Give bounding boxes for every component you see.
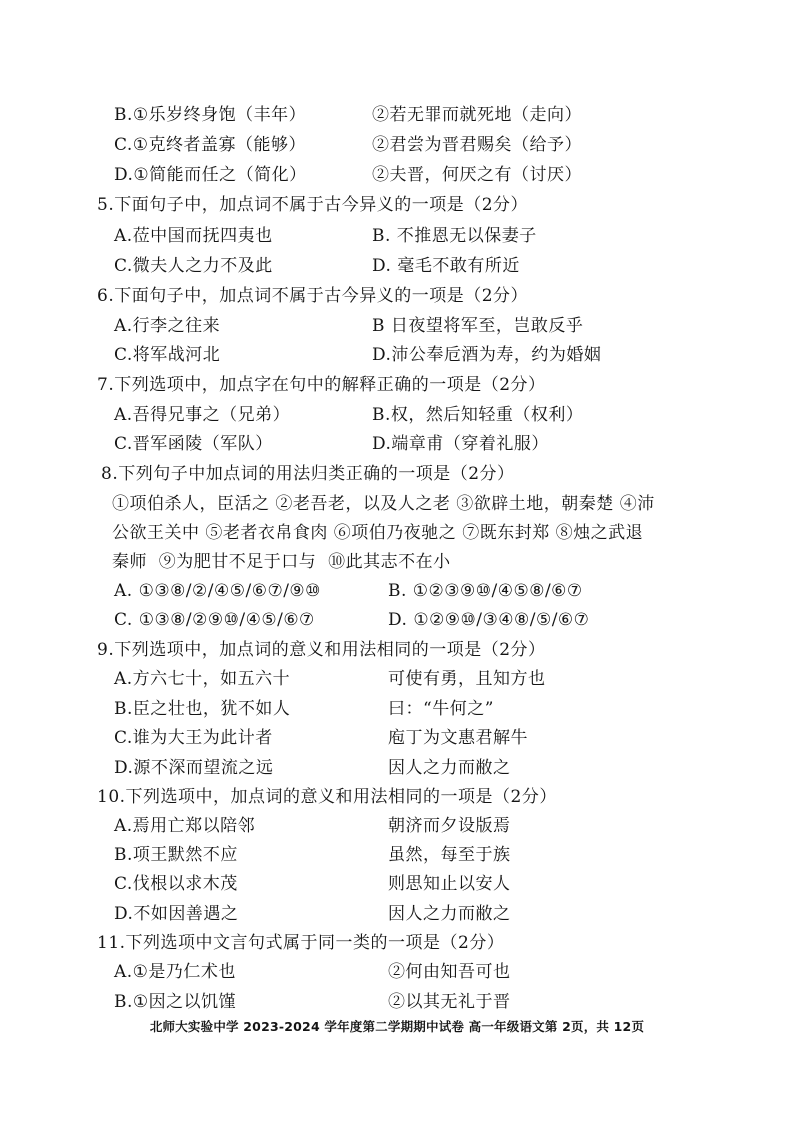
option-b: B. ①②③⑨⑩/④⑤⑧/⑥⑦ [388, 581, 583, 601]
option-a: A. ①③⑧/②/④⑤/⑥⑦/⑨⑩ [114, 581, 321, 601]
option-b: B. 不推恩无以保妻子 [372, 226, 537, 246]
option-a: A.行李之往来 [114, 316, 221, 336]
option-d-right: 因人之力而敝之 [388, 758, 511, 778]
option-d-left: D.源不深而望流之远 [114, 758, 274, 778]
option-b-right: ②以其无礼于晋 [388, 992, 511, 1012]
question-stem: 9.下列选项中，加点词的意义和用法相同的一项是（2分） [97, 640, 546, 660]
question-stem: 11.下列选项中文言句式属于同一类的一项是（2分） [97, 933, 505, 953]
page-footer: 北师大实验中学 2023-2024 学年度第二学期期中试卷 高一年级语文第 2页，共 12页 [149, 1019, 645, 1034]
option-b-right: 曰：“牛何之” [388, 699, 494, 719]
question-stem: 10.下列选项中，加点词的意义和用法相同的一项是（2分） [97, 787, 557, 807]
option-c: C.晋军函陵（军队） [114, 434, 273, 454]
option-d-left: D.不如因善遇之 [114, 904, 239, 924]
option-c-left: C.谁为大王为此计者 [114, 728, 273, 748]
option-c-left: C.伐根以求木茂 [114, 874, 238, 894]
option-d: D. 毫毛不敢有所近 [372, 256, 520, 276]
q8-sentence-line-1: ①项伯杀人，臣活之 ②老吾老，以及人之老 ③欲辟土地，朝秦楚 ④沛 [112, 494, 655, 514]
option-c-right: 庖丁为文惠君解牛 [388, 728, 528, 748]
option-c-right: 则思知止以安人 [388, 874, 511, 894]
option-a-left: A.焉用亡郑以陪邻 [114, 816, 256, 836]
option-b-left: B.臣之壮也，犹不如人 [114, 699, 291, 719]
q4-option-c-1: C.①克终者盖寡（能够） [114, 135, 307, 155]
q4-option-d-1: D.①简能而任之（简化） [114, 165, 307, 185]
question-stem: 6.下面句子中，加点词不属于古今异义的一项是（2分） [97, 286, 529, 306]
option-a: A.吾得兄事之（兄弟） [114, 405, 291, 425]
option-c: C.微夫人之力不及此 [114, 256, 273, 276]
option-b-left: B.项王默然不应 [114, 845, 238, 865]
q4-option-b-1: B.①乐岁终身饱（丰年） [114, 105, 307, 125]
option-a: A.莅中国而抚四夷也 [114, 226, 273, 246]
option-b: B.权，然后知轻重（权利） [372, 405, 584, 425]
q4-option-b-2: ②若无罪而就死地（走向） [372, 105, 582, 125]
option-a-right: ②何由知吾可也 [388, 962, 511, 982]
option-c: C.将军战河北 [114, 345, 221, 365]
option-b: B 日夜望将军至，岂敢反乎 [372, 316, 584, 336]
option-a-right: 朝济而夕设版焉 [388, 816, 511, 836]
option-d: D. ①②⑨⑩/③④⑧/⑤/⑥⑦ [388, 610, 590, 630]
question-stem: 5.下面句子中，加点词不属于古今异义的一项是（2分） [97, 195, 529, 215]
option-d-right: 因人之力而敝之 [388, 904, 511, 924]
q4-option-d-2: ②夫晋，何厌之有（讨厌） [372, 165, 582, 185]
option-a-right: 可使有勇，且知方也 [388, 669, 546, 689]
q4-option-c-2: ②君尝为晋君赐矣（给予） [372, 135, 582, 155]
q8-sentence-line-2: 公欲王关中 ⑤老者衣帛食肉 ⑥项伯乃夜驰之 ⑦既东封郑 ⑧烛之武退 [112, 523, 644, 543]
option-b-left: B.①因之以饥馑 [114, 992, 237, 1012]
option-d: D.沛公奉卮酒为寿，约为婚姻 [372, 345, 602, 365]
option-b-right: 虽然，每至于族 [388, 845, 511, 865]
option-a-left: A.方六七十，如五六十 [114, 669, 291, 689]
option-c: C. ①③⑧/②⑨⑩/④⑤/⑥⑦ [114, 610, 315, 630]
option-a-left: A.①是乃仁术也 [114, 962, 236, 982]
question-stem: 8.下列句子中加点词的用法归类正确的一项是（2分） [101, 464, 515, 484]
q8-sentence-line-3: 秦师 ⑨为肥甘不足于口与 ⑩此其志不在小 [112, 552, 451, 572]
question-stem: 7.下列选项中，加点字在句中的解释正确的一项是（2分） [97, 375, 546, 395]
option-d: D.端章甫（穿着礼服） [372, 434, 549, 454]
